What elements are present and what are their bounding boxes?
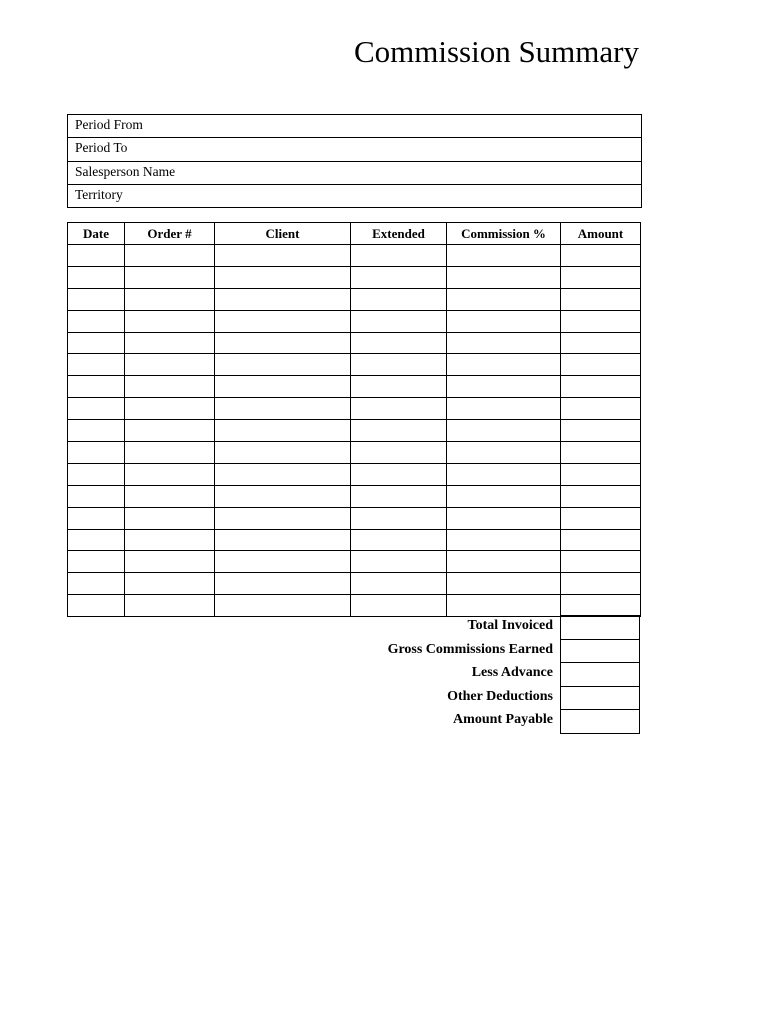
table-row <box>68 376 641 398</box>
table-cell[interactable] <box>447 376 561 398</box>
table-cell[interactable] <box>125 551 215 573</box>
table-cell[interactable] <box>68 376 125 398</box>
table-cell[interactable] <box>215 485 351 507</box>
table-cell[interactable] <box>447 442 561 464</box>
info-label: Period From <box>75 117 143 132</box>
column-header-date: Date <box>68 223 125 245</box>
summary-row-amount-payable <box>300 709 640 733</box>
table-row <box>68 245 641 267</box>
table-cell[interactable] <box>68 507 125 529</box>
column-header-client: Client <box>215 223 351 245</box>
table-row <box>68 485 641 507</box>
table-cell[interactable] <box>447 288 561 310</box>
table-cell[interactable] <box>125 398 215 420</box>
table-cell[interactable] <box>68 354 125 376</box>
table-cell[interactable] <box>125 507 215 529</box>
table-cell[interactable] <box>215 332 351 354</box>
summary-row-gross-commissions <box>300 639 640 663</box>
table-row <box>68 420 641 442</box>
summary-value-box[interactable] <box>560 639 640 664</box>
table-cell[interactable] <box>561 573 641 595</box>
table-cell[interactable] <box>561 442 641 464</box>
table-cell[interactable] <box>68 529 125 551</box>
info-row-territory[interactable] <box>68 185 641 208</box>
table-row <box>68 551 641 573</box>
table-cell[interactable] <box>351 573 447 595</box>
table-cell[interactable] <box>561 420 641 442</box>
table-cell[interactable] <box>561 595 641 617</box>
table-cell[interactable] <box>125 376 215 398</box>
table-cell[interactable] <box>68 573 125 595</box>
column-header-commission-percent: Commission % <box>447 223 561 245</box>
table-cell[interactable] <box>447 463 561 485</box>
table-cell[interactable] <box>447 507 561 529</box>
table-cell[interactable] <box>125 529 215 551</box>
table-cell[interactable] <box>561 485 641 507</box>
table-cell[interactable] <box>447 573 561 595</box>
summary-label: Amount Payable <box>453 712 553 728</box>
table-cell[interactable] <box>68 595 125 617</box>
table-cell[interactable] <box>561 332 641 354</box>
table-cell[interactable] <box>125 310 215 332</box>
summary-row-total-invoiced <box>300 615 640 639</box>
table-cell[interactable] <box>215 288 351 310</box>
info-label: Territory <box>75 186 123 202</box>
table-cell[interactable] <box>68 332 125 354</box>
table-cell[interactable] <box>68 245 125 267</box>
summary-label: Total Invoiced <box>467 618 553 633</box>
table-cell[interactable] <box>215 354 351 376</box>
table-row <box>68 288 641 310</box>
info-label: Salesperson Name <box>75 163 176 179</box>
summary-label: Gross Commissions Earned <box>387 641 553 657</box>
table-cell[interactable] <box>125 354 215 376</box>
table-cell[interactable] <box>447 595 561 617</box>
table-cell[interactable] <box>351 529 447 551</box>
table-cell[interactable] <box>561 288 641 310</box>
commission-table <box>67 222 641 617</box>
table-cell[interactable] <box>215 398 351 420</box>
table-cell[interactable] <box>561 398 641 420</box>
table-cell[interactable] <box>351 310 447 332</box>
table-cell[interactable] <box>561 463 641 485</box>
table-cell[interactable] <box>215 245 351 267</box>
table-cell[interactable] <box>215 376 351 398</box>
summary-row-other-deductions <box>300 686 640 710</box>
table-cell[interactable] <box>447 485 561 507</box>
table-cell[interactable] <box>125 485 215 507</box>
table-row <box>68 573 641 595</box>
table-cell[interactable] <box>447 529 561 551</box>
header-info-box <box>67 114 642 208</box>
summary-value-box[interactable] <box>560 662 640 687</box>
table-cell[interactable] <box>215 420 351 442</box>
table-cell[interactable] <box>68 288 125 310</box>
table-row <box>68 595 641 617</box>
table-cell[interactable] <box>215 310 351 332</box>
summary-value-box[interactable] <box>560 615 640 640</box>
summary-value-box[interactable] <box>560 686 640 711</box>
table-cell[interactable] <box>125 420 215 442</box>
table-row <box>68 442 641 464</box>
table-cell[interactable] <box>447 551 561 573</box>
table-cell[interactable] <box>125 332 215 354</box>
table-cell[interactable] <box>125 442 215 464</box>
table-cell[interactable] <box>215 573 351 595</box>
table-cell[interactable] <box>215 463 351 485</box>
column-header-extended: Extended <box>351 223 447 245</box>
table-cell[interactable] <box>447 266 561 288</box>
table-cell[interactable] <box>447 332 561 354</box>
table-cell[interactable] <box>351 398 447 420</box>
table-cell[interactable] <box>68 266 125 288</box>
table-cell[interactable] <box>68 485 125 507</box>
table-cell[interactable] <box>447 245 561 267</box>
summary-row-less-advance <box>300 662 640 686</box>
column-header-order: Order # <box>125 223 215 245</box>
table-cell[interactable] <box>215 507 351 529</box>
table-cell[interactable] <box>68 310 125 332</box>
table-cell[interactable] <box>561 529 641 551</box>
summary-label: Other Deductions <box>447 688 553 704</box>
table-cell[interactable] <box>125 463 215 485</box>
info-row-period-to[interactable] <box>68 138 641 161</box>
table-cell[interactable] <box>447 354 561 376</box>
table-cell[interactable] <box>561 310 641 332</box>
table-row <box>68 354 641 376</box>
table-cell[interactable] <box>125 288 215 310</box>
table-cell[interactable] <box>215 442 351 464</box>
table-cell[interactable] <box>447 398 561 420</box>
table-cell[interactable] <box>68 551 125 573</box>
table-cell[interactable] <box>68 398 125 420</box>
table-cell[interactable] <box>447 310 561 332</box>
table-row <box>68 332 641 354</box>
table-body <box>68 245 641 617</box>
info-row-salesperson-name[interactable] <box>68 162 641 185</box>
table-cell[interactable] <box>351 485 447 507</box>
table-cell[interactable] <box>561 376 641 398</box>
table-cell[interactable] <box>351 551 447 573</box>
table-cell[interactable] <box>125 573 215 595</box>
info-row-period-from[interactable] <box>68 115 641 138</box>
table-cell[interactable] <box>351 332 447 354</box>
table-cell[interactable] <box>215 529 351 551</box>
table-cell[interactable] <box>125 266 215 288</box>
table-cell[interactable] <box>351 595 447 617</box>
table-cell[interactable] <box>351 354 447 376</box>
table-cell[interactable] <box>351 442 447 464</box>
table-cell[interactable] <box>561 507 641 529</box>
table-cell[interactable] <box>351 245 447 267</box>
column-header-amount: Amount <box>561 223 641 245</box>
summary-label: Less Advance <box>471 665 553 681</box>
table-cell[interactable] <box>68 463 125 485</box>
table-row <box>68 507 641 529</box>
table-cell[interactable] <box>68 442 125 464</box>
summary-value-box[interactable] <box>560 709 640 734</box>
table-cell[interactable] <box>561 245 641 267</box>
table-cell[interactable] <box>351 376 447 398</box>
table-row <box>68 398 641 420</box>
table-row <box>68 310 641 332</box>
table-cell[interactable] <box>447 420 561 442</box>
table-cell[interactable] <box>351 420 447 442</box>
table-cell[interactable] <box>215 551 351 573</box>
table-cell[interactable] <box>351 463 447 485</box>
table-cell[interactable] <box>351 507 447 529</box>
table-cell[interactable] <box>561 354 641 376</box>
table-cell[interactable] <box>68 420 125 442</box>
table-cell[interactable] <box>215 266 351 288</box>
table-row <box>68 529 641 551</box>
table-cell[interactable] <box>215 595 351 617</box>
info-label: Period To <box>75 140 128 156</box>
table-cell[interactable] <box>351 288 447 310</box>
table-cell[interactable] <box>561 266 641 288</box>
table-cell[interactable] <box>561 551 641 573</box>
table-cell[interactable] <box>125 595 215 617</box>
table-cell[interactable] <box>125 245 215 267</box>
table-header-row <box>68 223 641 245</box>
page-title: Commission Summary <box>353 34 639 69</box>
table-row <box>68 463 641 485</box>
table-cell[interactable] <box>351 266 447 288</box>
table-row <box>68 266 641 288</box>
summary-section <box>300 615 640 733</box>
